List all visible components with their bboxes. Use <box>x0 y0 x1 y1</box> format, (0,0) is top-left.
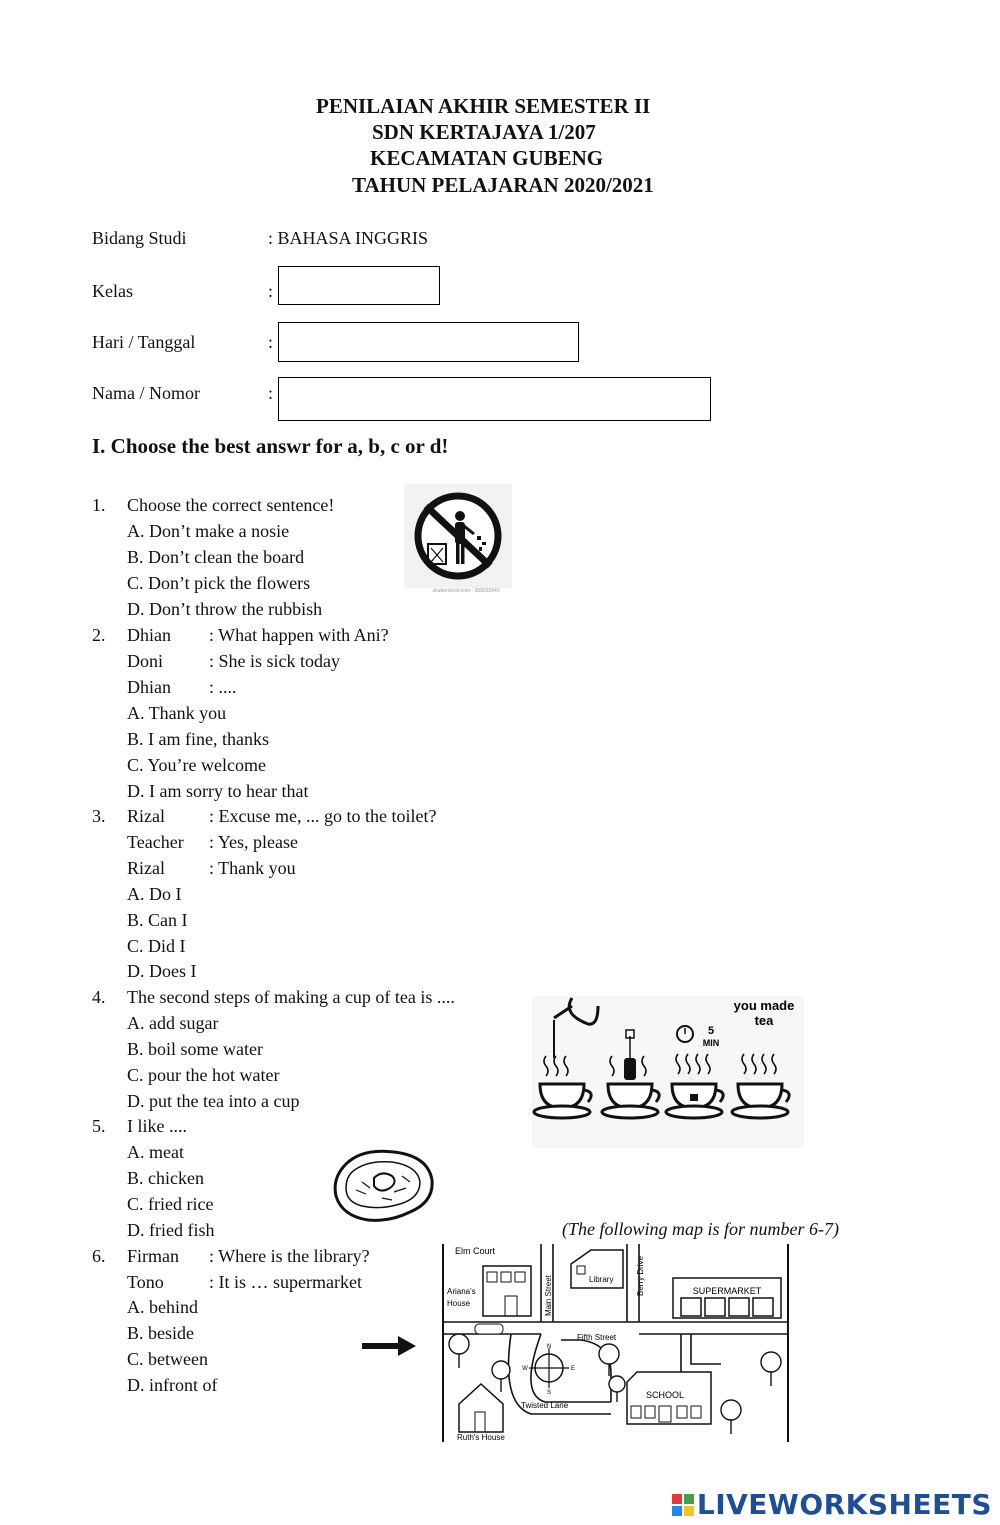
q2-option-c[interactable]: C. You’re welcome <box>127 755 266 775</box>
person-icon <box>455 511 465 521</box>
q3-line-3: : Thank you <box>209 858 296 878</box>
you-made-label: you made <box>733 998 795 1013</box>
q4-option-c[interactable]: C. pour the hot water <box>127 1065 280 1085</box>
q1-number: 1. <box>92 495 106 515</box>
town-map <box>441 1244 791 1442</box>
q3-speaker-1: Rizal <box>127 806 165 826</box>
q1-option-a[interactable]: A. Don’t make a nosie <box>127 521 290 541</box>
section-title: I. Choose the best answr for a, b, c or d! <box>92 434 449 458</box>
q2-speaker-1: Dhian <box>127 625 171 645</box>
q3-option-b[interactable]: B. Can I <box>127 910 188 930</box>
arrow-right-icon <box>362 1334 416 1358</box>
q2-number: 2. <box>92 625 106 645</box>
q6-number: 6. <box>92 1246 106 1266</box>
q1-option-b[interactable]: B. Don’t clean the board <box>127 547 305 567</box>
map-label-elm: Elm Court <box>455 1246 496 1256</box>
meat-steak-icon <box>332 1146 436 1228</box>
q5-number: 5. <box>92 1116 106 1136</box>
q5-option-b[interactable]: B. chicken <box>127 1168 204 1188</box>
q3-number: 3. <box>92 806 106 826</box>
header-line-1: PENILAIAN AKHIR SEMESTER II <box>316 94 651 118</box>
name-field[interactable] <box>278 377 711 421</box>
q4-option-a[interactable]: A. add sugar <box>127 1013 219 1033</box>
map-label-school: SCHOOL <box>645 1390 685 1400</box>
q6-option-b[interactable]: B. beside <box>127 1323 194 1343</box>
liveworksheets-logo-icon <box>672 1494 694 1516</box>
q4-option-d[interactable]: D. put the tea into a cup <box>127 1091 300 1111</box>
subject-value: : BAHASA INGGRIS <box>268 228 429 248</box>
watermark-text: LIVEWORKSHEETS <box>696 1488 992 1521</box>
map-label-ariana-2: House <box>447 1299 471 1308</box>
q6-option-d[interactable]: D. infront of <box>127 1375 218 1395</box>
no-littering-image <box>404 484 512 594</box>
date-field[interactable] <box>278 322 579 362</box>
q2-speaker-3: Dhian <box>127 677 171 697</box>
header-line-2: SDN KERTAJAYA 1/207 <box>372 120 596 144</box>
q4-option-b[interactable]: B. boil some water <box>127 1039 263 1059</box>
q6-speaker-1: Firman <box>127 1246 179 1266</box>
compass-e: E <box>570 1366 576 1372</box>
q6-speaker-2: Tono <box>127 1272 164 1292</box>
map-label-supermarket: SUPERMARKET <box>692 1286 762 1296</box>
q5-option-d[interactable]: D. fried fish <box>127 1220 215 1240</box>
q3-option-a[interactable]: A. Do I <box>127 884 182 904</box>
q6-line-1: : Where is the library? <box>209 1246 370 1266</box>
date-colon: : <box>268 332 274 352</box>
class-colon: : <box>268 281 274 301</box>
q6-option-c[interactable]: C. between <box>127 1349 208 1369</box>
q1-text: Choose the correct sentence! <box>127 495 335 515</box>
q3-line-1: : Excuse me, ... go to the toilet? <box>209 806 437 826</box>
timer-number: 5 <box>707 1025 715 1037</box>
map-label-ariana-1: Ariana's <box>447 1287 476 1296</box>
class-label: Kelas <box>92 281 133 301</box>
q2-line-3: : .... <box>209 677 237 697</box>
q4-text: The second steps of making a cup of tea is .... <box>127 987 455 1007</box>
compass-n: N <box>546 1344 552 1350</box>
q2-option-d[interactable]: D. I am sorry to hear that <box>127 781 309 801</box>
car-icon <box>475 1324 503 1334</box>
q3-speaker-3: Rizal <box>127 858 165 878</box>
q2-line-2: : She is sick today <box>209 651 340 671</box>
liveworksheets-watermark[interactable] <box>672 1488 992 1521</box>
q1-option-c[interactable]: C. Don’t pick the flowers <box>127 573 311 593</box>
q3-speaker-2: Teacher <box>127 832 184 852</box>
map-label-main: Main Street <box>544 1275 553 1316</box>
q2-option-a[interactable]: A. Thank you <box>127 703 227 723</box>
tea-label: tea <box>754 1013 774 1028</box>
q3-option-c[interactable]: C. Did I <box>127 936 186 956</box>
map-caption: (The following map is for number 6-7) <box>562 1219 839 1239</box>
timer-min: MIN <box>702 1038 720 1048</box>
q1-image-caption: shutterstock.com · 309265940 <box>432 588 500 594</box>
compass-w: W <box>522 1366 528 1372</box>
class-field[interactable] <box>278 266 440 305</box>
q2-speaker-2: Doni <box>127 651 163 671</box>
q6-option-a[interactable]: A. behind <box>127 1297 198 1317</box>
map-label-library: Library <box>589 1275 614 1284</box>
name-colon: : <box>268 383 274 403</box>
q5-text: I like .... <box>127 1116 187 1136</box>
header-line-3: KECAMATAN GUBENG <box>370 146 604 170</box>
q6-line-2: : It is … supermarket <box>209 1272 362 1292</box>
ariana-house-building <box>483 1266 531 1316</box>
header-line-4: TAHUN PELAJARAN 2020/2021 <box>352 173 654 197</box>
q5-option-c[interactable]: C. fried rice <box>127 1194 214 1214</box>
q1-option-d[interactable]: D. Don’t throw the rubbish <box>127 599 323 619</box>
q3-line-2: : Yes, please <box>209 832 298 852</box>
map-label-fifth: Fifth Street <box>577 1333 617 1342</box>
q2-line-1: : What happen with Ani? <box>209 625 389 645</box>
compass-s: S <box>546 1390 552 1396</box>
map-label-twisted: Twisted Lane <box>521 1401 569 1410</box>
tea-steps-image <box>532 996 804 1148</box>
q2-option-b[interactable]: B. I am fine, thanks <box>127 729 269 749</box>
map-label-berry: Berry Drive <box>636 1255 645 1296</box>
subject-label: Bidang Studi <box>92 228 187 248</box>
name-label: Nama / Nomor <box>92 383 200 403</box>
q3-option-d[interactable]: D. Does I <box>127 961 197 981</box>
q4-number: 4. <box>92 987 106 1007</box>
date-label: Hari / Tanggal <box>92 332 196 352</box>
map-label-ruth: Ruth's House <box>457 1433 505 1442</box>
q5-option-a[interactable]: A. meat <box>127 1142 184 1162</box>
